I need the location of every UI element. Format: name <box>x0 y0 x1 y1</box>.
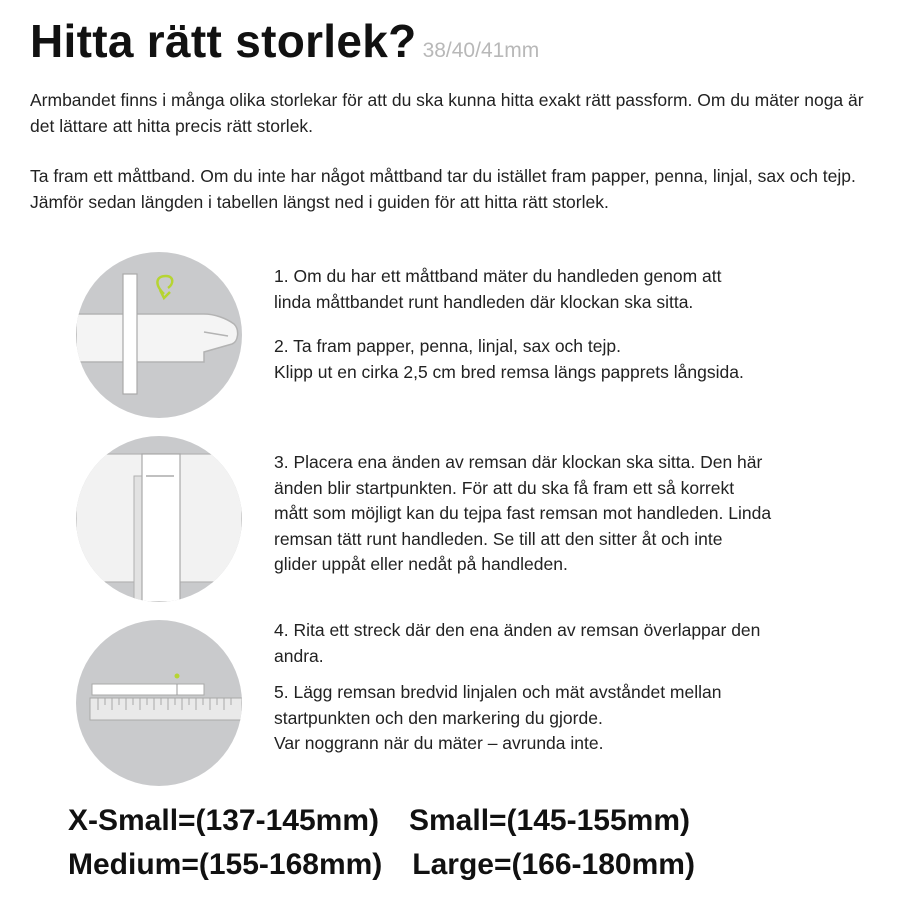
intro-paragraph-1: Armbandet finns i många olika storlekar för att du ska kunna hitta exakt rätt passform. Om du mäter noga är det lättare att hitta precis rätt storlek. <box>30 90 864 136</box>
size-subtitle: 38/40/41mm <box>422 39 540 62</box>
step-1-text <box>274 264 874 315</box>
page-title: Hitta rätt storlek? <box>30 15 417 67</box>
step-1-line-1: 1. Om du har ett måttband mäter du handleden genom att <box>274 266 722 286</box>
step-5-line-2: startpunkten och den markering du gjorde. <box>274 707 603 728</box>
step-4-line-2: andra. <box>274 645 324 666</box>
step-3-line-1: 3. Placera ena änden av remsan där klockan ska sitta. Den här <box>274 452 763 472</box>
step-4-line-1: 4. Rita ett streck där den ena änden av remsan överlappar den <box>274 620 761 640</box>
intro-paragraph-2: Ta fram ett måttband. Om du inte har något måttband tar du istället fram papper, penna, linjal, sax och tejp. Jämför sedan längden i tabellen längst ned i guiden för att hitta rätt storlek. <box>30 166 856 212</box>
wrist-tape-icon <box>76 252 242 418</box>
step-3-line-4: remsan tätt runt handleden. Se till att den sitter åt och inte <box>274 528 723 549</box>
step-5-line-1: 5. Lägg remsan bredvid linjalen och mät avståndet mellan <box>274 682 722 702</box>
page-header <box>30 14 539 68</box>
paper-strip-icon <box>76 436 242 602</box>
step-4-text <box>274 618 874 669</box>
step-3-text <box>274 450 874 578</box>
size-large: Large=(166-180mm) <box>412 848 695 881</box>
step-5-text <box>274 680 874 757</box>
ruler-measure-icon <box>76 620 242 786</box>
step-2-line-1: 2. Ta fram papper, penna, linjal, sax och tejp. <box>274 336 621 356</box>
step-3-line-5: glider uppåt eller nedåt på handleden. <box>274 554 568 574</box>
step-2-line-2: Klipp ut en cirka 2,5 cm bred remsa längs papprets långsida. <box>274 361 744 382</box>
size-medium: Medium=(155-168mm) <box>68 848 383 881</box>
size-row-2 <box>68 848 695 882</box>
size-row-1 <box>68 804 690 838</box>
step-3-line-2: änden blir startpunkten. För att du ska få fram ett så korrekt <box>274 477 735 498</box>
step-5-line-3: Var noggrann när du mäter – avrunda inte. <box>274 733 604 753</box>
size-small: Small=(145-155mm) <box>409 804 690 837</box>
size-xsmall: X-Small=(137-145mm) <box>68 804 379 837</box>
step-1-line-2: linda måttbandet runt handleden där klockan ska sitta. <box>274 291 694 312</box>
step-3-line-3: mått som möjligt kan du tejpa fast remsan mot handleden. Linda <box>274 503 772 523</box>
step-2-text <box>274 334 874 385</box>
